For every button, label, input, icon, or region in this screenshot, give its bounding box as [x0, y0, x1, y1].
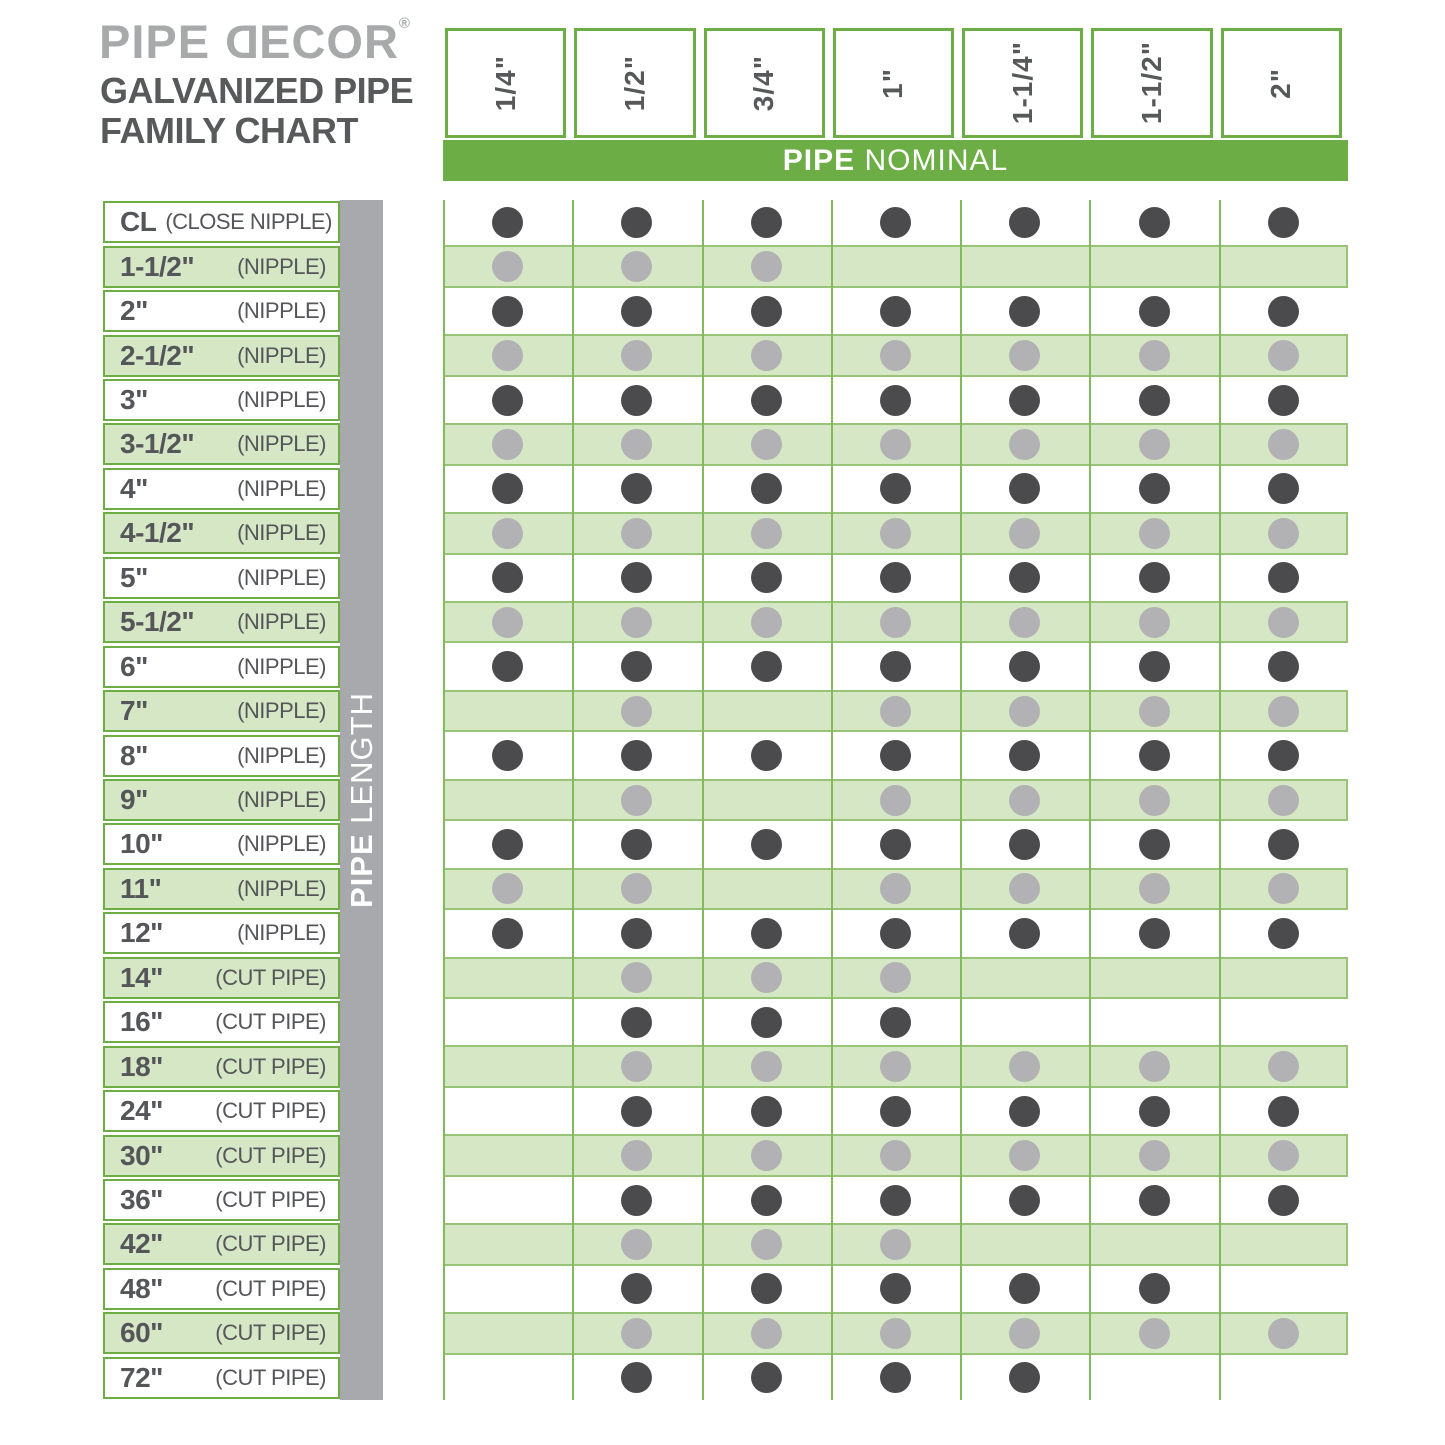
row-label — [103, 379, 340, 421]
row-type-label: (NIPPLE) — [237, 564, 326, 590]
availability-dot — [621, 696, 652, 727]
availability-dot — [1268, 1051, 1299, 1082]
availability-dot — [880, 918, 911, 949]
pipe-length-bold: PIPE — [343, 833, 379, 908]
availability-dot — [880, 740, 911, 771]
row-type-label: (NIPPLE) — [237, 342, 326, 368]
row-type-label: (CUT PIPE) — [215, 964, 326, 990]
availability-dot — [880, 562, 911, 593]
row-type-label: (NIPPLE) — [237, 875, 326, 901]
availability-dot — [751, 296, 782, 327]
row-type-label: (CUT PIPE) — [215, 1186, 326, 1212]
availability-dot — [751, 340, 782, 371]
row-type-label: (NIPPLE) — [237, 431, 326, 457]
availability-dot — [880, 1229, 911, 1260]
row-label — [103, 290, 340, 332]
row-type-label: (NIPPLE) — [237, 298, 326, 324]
row-size-label: 72" — [120, 1361, 163, 1393]
availability-dot — [1268, 873, 1299, 904]
row-size-label: 4" — [120, 472, 148, 504]
availability-dot — [880, 1185, 911, 1216]
row-type-label: (NIPPLE) — [237, 653, 326, 679]
availability-dot — [1009, 562, 1040, 593]
row-type-label: (CUT PIPE) — [215, 1142, 326, 1168]
availability-dot — [1009, 473, 1040, 504]
availability-dot — [1139, 296, 1170, 327]
row-size-label: 24" — [120, 1095, 163, 1127]
availability-dot — [751, 1140, 782, 1171]
availability-dot — [1268, 740, 1299, 771]
row-size-label: 8" — [120, 739, 148, 771]
availability-dot — [751, 1229, 782, 1260]
column-header — [704, 28, 825, 138]
availability-dot — [492, 473, 523, 504]
availability-dot — [1009, 1273, 1040, 1304]
brand-logo-text-post: ECOR — [259, 15, 399, 68]
row-type-label: (CLOSE NIPPLE) — [165, 209, 332, 235]
availability-dot — [751, 1185, 782, 1216]
row-label — [103, 1312, 340, 1354]
row-type-label: (NIPPLE) — [237, 742, 326, 768]
row-type-label: (CUT PIPE) — [215, 1009, 326, 1035]
column-header-label: 1-1/4" — [1006, 41, 1038, 125]
registered-trademark-icon: ® — [398, 15, 411, 32]
availability-dot — [1009, 740, 1040, 771]
column-header — [1091, 28, 1212, 138]
column-header-label: 3/4" — [748, 54, 780, 112]
availability-dot — [751, 473, 782, 504]
column-header — [574, 28, 695, 138]
grid-column-line — [831, 200, 833, 1400]
availability-dot — [880, 1140, 911, 1171]
row-label — [103, 1135, 340, 1177]
row-label — [103, 335, 340, 377]
availability-dot — [1009, 918, 1040, 949]
brand-logo-text-pre: PIPE — [99, 15, 225, 68]
availability-dot — [880, 1318, 911, 1349]
availability-dot — [1139, 785, 1170, 816]
availability-dot — [880, 651, 911, 682]
grid-column-line — [702, 200, 704, 1400]
row-type-label: (NIPPLE) — [237, 831, 326, 857]
row-type-label: (NIPPLE) — [237, 520, 326, 546]
availability-dot — [880, 207, 911, 238]
availability-dot — [621, 829, 652, 860]
availability-dot — [880, 607, 911, 638]
availability-dot — [1139, 1273, 1170, 1304]
availability-dot — [880, 385, 911, 416]
availability-dot — [1268, 829, 1299, 860]
availability-dot — [751, 1362, 782, 1393]
row-size-label: 18" — [120, 1050, 163, 1082]
availability-dot — [621, 785, 652, 816]
row-label — [103, 868, 340, 910]
availability-dot — [621, 385, 652, 416]
availability-dot — [880, 296, 911, 327]
availability-dot — [751, 1007, 782, 1038]
availability-dot — [492, 740, 523, 771]
availability-dot — [1268, 562, 1299, 593]
row-type-label: (NIPPLE) — [237, 609, 326, 635]
availability-dot — [1139, 207, 1170, 238]
availability-dot — [1139, 1051, 1170, 1082]
column-header-label: 2" — [1265, 67, 1297, 99]
row-size-label: 30" — [120, 1139, 163, 1171]
availability-dot — [1009, 607, 1040, 638]
availability-dot — [621, 651, 652, 682]
availability-dot — [751, 207, 782, 238]
availability-dot — [1268, 340, 1299, 371]
availability-dot — [751, 562, 782, 593]
row-size-label: 5" — [120, 561, 148, 593]
availability-dot — [621, 562, 652, 593]
grid-column-line — [960, 200, 962, 1400]
availability-dot — [1268, 1096, 1299, 1127]
brand-logo-mirrored-d: D — [224, 15, 260, 68]
availability-dot — [1139, 340, 1170, 371]
availability-dot — [880, 518, 911, 549]
row-type-label: (CUT PIPE) — [215, 1098, 326, 1124]
availability-dot — [1009, 785, 1040, 816]
row-type-label: (NIPPLE) — [237, 253, 326, 279]
row-size-label: CL — [120, 206, 157, 238]
row-size-label: 2-1/2" — [120, 339, 195, 371]
availability-dot — [880, 696, 911, 727]
availability-dot — [880, 785, 911, 816]
availability-dot — [880, 1273, 911, 1304]
availability-dot — [751, 518, 782, 549]
row-size-label: 3-1/2" — [120, 428, 195, 460]
availability-dot — [751, 1318, 782, 1349]
row-label — [103, 1357, 340, 1399]
pipe-nominal-bold: PIPE — [782, 143, 856, 177]
availability-dot — [880, 829, 911, 860]
availability-dot — [621, 1007, 652, 1038]
availability-dot — [621, 1096, 652, 1127]
pipe-length-axis-bar — [340, 200, 383, 1400]
grid-column-line — [572, 200, 574, 1400]
row-size-label: 5-1/2" — [120, 606, 195, 638]
availability-dot — [621, 918, 652, 949]
row-label — [103, 1223, 340, 1265]
availability-dot — [492, 207, 523, 238]
row-label — [103, 246, 340, 288]
row-type-label: (NIPPLE) — [237, 698, 326, 724]
availability-dot — [492, 651, 523, 682]
availability-dot — [492, 385, 523, 416]
availability-dot — [1139, 873, 1170, 904]
row-size-label: 1-1/2" — [120, 250, 195, 282]
row-label — [103, 1001, 340, 1043]
column-header — [445, 28, 566, 138]
availability-dot — [751, 962, 782, 993]
row-label — [103, 1179, 340, 1221]
row-size-label: 10" — [120, 828, 163, 860]
row-size-label: 9" — [120, 783, 148, 815]
row-size-label: 4-1/2" — [120, 517, 195, 549]
availability-dot — [1009, 429, 1040, 460]
pipe-length-regular: LENGTH — [343, 691, 379, 834]
availability-dot — [1268, 785, 1299, 816]
column-header-label: 1/2" — [618, 54, 650, 112]
availability-dot — [492, 562, 523, 593]
availability-dot — [880, 1007, 911, 1038]
chart-title-line1: GALVANIZED PIPE — [100, 70, 414, 111]
availability-dot — [1009, 518, 1040, 549]
availability-dot — [492, 918, 523, 949]
availability-dot — [1009, 207, 1040, 238]
availability-dot — [1009, 1362, 1040, 1393]
availability-dot — [751, 918, 782, 949]
pipe-length-axis-label — [344, 692, 380, 908]
row-size-label: 42" — [120, 1228, 163, 1260]
availability-dot — [1268, 473, 1299, 504]
availability-dot — [1268, 918, 1299, 949]
row-label — [103, 601, 340, 643]
availability-dot — [751, 1096, 782, 1127]
row-size-label: 48" — [120, 1272, 163, 1304]
availability-dot — [880, 473, 911, 504]
availability-dot — [751, 607, 782, 638]
availability-dot — [751, 385, 782, 416]
availability-dot — [1139, 1318, 1170, 1349]
row-label — [103, 1268, 340, 1310]
availability-dot — [751, 740, 782, 771]
row-size-label: 11" — [120, 872, 162, 904]
pipe-nominal-axis-label — [783, 144, 1008, 178]
availability-dot — [1139, 429, 1170, 460]
availability-dot — [1139, 518, 1170, 549]
row-label — [103, 201, 340, 243]
availability-dot — [1009, 1096, 1040, 1127]
availability-dot — [1009, 651, 1040, 682]
availability-dot — [621, 473, 652, 504]
row-type-label: (CUT PIPE) — [215, 1364, 326, 1390]
availability-dot — [1268, 296, 1299, 327]
availability-dot — [1139, 1185, 1170, 1216]
availability-dot — [751, 251, 782, 282]
row-label — [103, 823, 340, 865]
availability-dot — [1009, 829, 1040, 860]
column-header — [962, 28, 1083, 138]
availability-dot — [1268, 518, 1299, 549]
row-size-label: 16" — [120, 1006, 163, 1038]
availability-dot — [1139, 740, 1170, 771]
row-size-label: 12" — [120, 917, 163, 949]
availability-dot — [492, 429, 523, 460]
availability-dot — [1009, 296, 1040, 327]
column-header-label: 1-1/2" — [1136, 41, 1168, 125]
row-size-label: 2" — [120, 295, 148, 327]
availability-dot — [621, 1362, 652, 1393]
row-label — [103, 1090, 340, 1132]
row-size-label: 36" — [120, 1183, 163, 1215]
row-label — [103, 779, 340, 821]
row-label — [103, 646, 340, 688]
availability-dot — [751, 651, 782, 682]
availability-dot — [751, 1273, 782, 1304]
column-header-label: 1" — [877, 67, 909, 99]
availability-dot — [1139, 696, 1170, 727]
row-type-label: (CUT PIPE) — [215, 1053, 326, 1079]
availability-dot — [751, 429, 782, 460]
availability-dot — [1139, 829, 1170, 860]
row-type-label: (NIPPLE) — [237, 475, 326, 501]
availability-dot — [880, 1362, 911, 1393]
availability-dot — [1009, 1185, 1040, 1216]
grid-column-line — [1089, 200, 1091, 1400]
row-size-label: 14" — [120, 961, 163, 993]
pipe-nominal-axis-bar — [443, 140, 1348, 181]
row-label — [103, 557, 340, 599]
availability-dot — [621, 1185, 652, 1216]
availability-dot — [1139, 607, 1170, 638]
row-type-label: (CUT PIPE) — [215, 1320, 326, 1346]
column-header-label: 1/4" — [489, 54, 521, 112]
availability-dot — [492, 607, 523, 638]
availability-dot — [1268, 696, 1299, 727]
availability-dot — [1139, 651, 1170, 682]
chart-title-line2: FAMILY CHART — [100, 110, 359, 151]
availability-dot — [492, 296, 523, 327]
availability-dot — [1268, 607, 1299, 638]
row-size-label: 60" — [120, 1317, 163, 1349]
row-size-label: 3" — [120, 383, 148, 415]
availability-dot — [1139, 918, 1170, 949]
brand-logo — [99, 14, 411, 69]
row-type-label: (NIPPLE) — [237, 386, 326, 412]
availability-dot — [621, 1273, 652, 1304]
grid-column-line — [443, 200, 445, 1400]
availability-dot — [492, 829, 523, 860]
availability-dot — [1139, 1096, 1170, 1127]
availability-dot — [1268, 1185, 1299, 1216]
availability-dot — [621, 207, 652, 238]
availability-dot — [880, 340, 911, 371]
pipe-nominal-regular: NOMINAL — [855, 143, 1009, 177]
availability-dot — [1009, 696, 1040, 727]
row-size-label: 7" — [120, 695, 148, 727]
availability-dot — [1268, 1318, 1299, 1349]
availability-dot — [880, 1051, 911, 1082]
availability-dot — [1268, 429, 1299, 460]
availability-dot — [1268, 1140, 1299, 1171]
availability-dot — [1139, 562, 1170, 593]
availability-dot — [621, 740, 652, 771]
row-type-label: (CUT PIPE) — [215, 1275, 326, 1301]
availability-dot — [492, 340, 523, 371]
row-label — [103, 423, 340, 465]
row-label — [103, 512, 340, 554]
row-label — [103, 690, 340, 732]
row-label — [103, 1046, 340, 1088]
column-header — [833, 28, 954, 138]
availability-dot — [492, 518, 523, 549]
row-label — [103, 735, 340, 777]
availability-dot — [880, 429, 911, 460]
row-type-label: (CUT PIPE) — [215, 1231, 326, 1257]
availability-dot — [1139, 473, 1170, 504]
availability-dot — [1268, 207, 1299, 238]
column-header — [1221, 28, 1342, 138]
availability-dot — [1139, 385, 1170, 416]
availability-dot — [751, 829, 782, 860]
availability-dot — [621, 607, 652, 638]
row-type-label: (NIPPLE) — [237, 786, 326, 812]
row-highlight-band — [443, 245, 1348, 287]
row-type-label: (NIPPLE) — [237, 920, 326, 946]
row-size-label: 6" — [120, 650, 148, 682]
availability-dot — [751, 1051, 782, 1082]
row-label — [103, 957, 340, 999]
availability-dot — [880, 1096, 911, 1127]
availability-dot — [1268, 651, 1299, 682]
availability-dot — [1139, 1140, 1170, 1171]
row-label — [103, 912, 340, 954]
availability-dot — [621, 296, 652, 327]
availability-dot — [1009, 1318, 1040, 1349]
availability-dot — [1268, 385, 1299, 416]
grid-column-line — [1219, 200, 1221, 1400]
availability-dot — [1009, 385, 1040, 416]
row-label — [103, 468, 340, 510]
